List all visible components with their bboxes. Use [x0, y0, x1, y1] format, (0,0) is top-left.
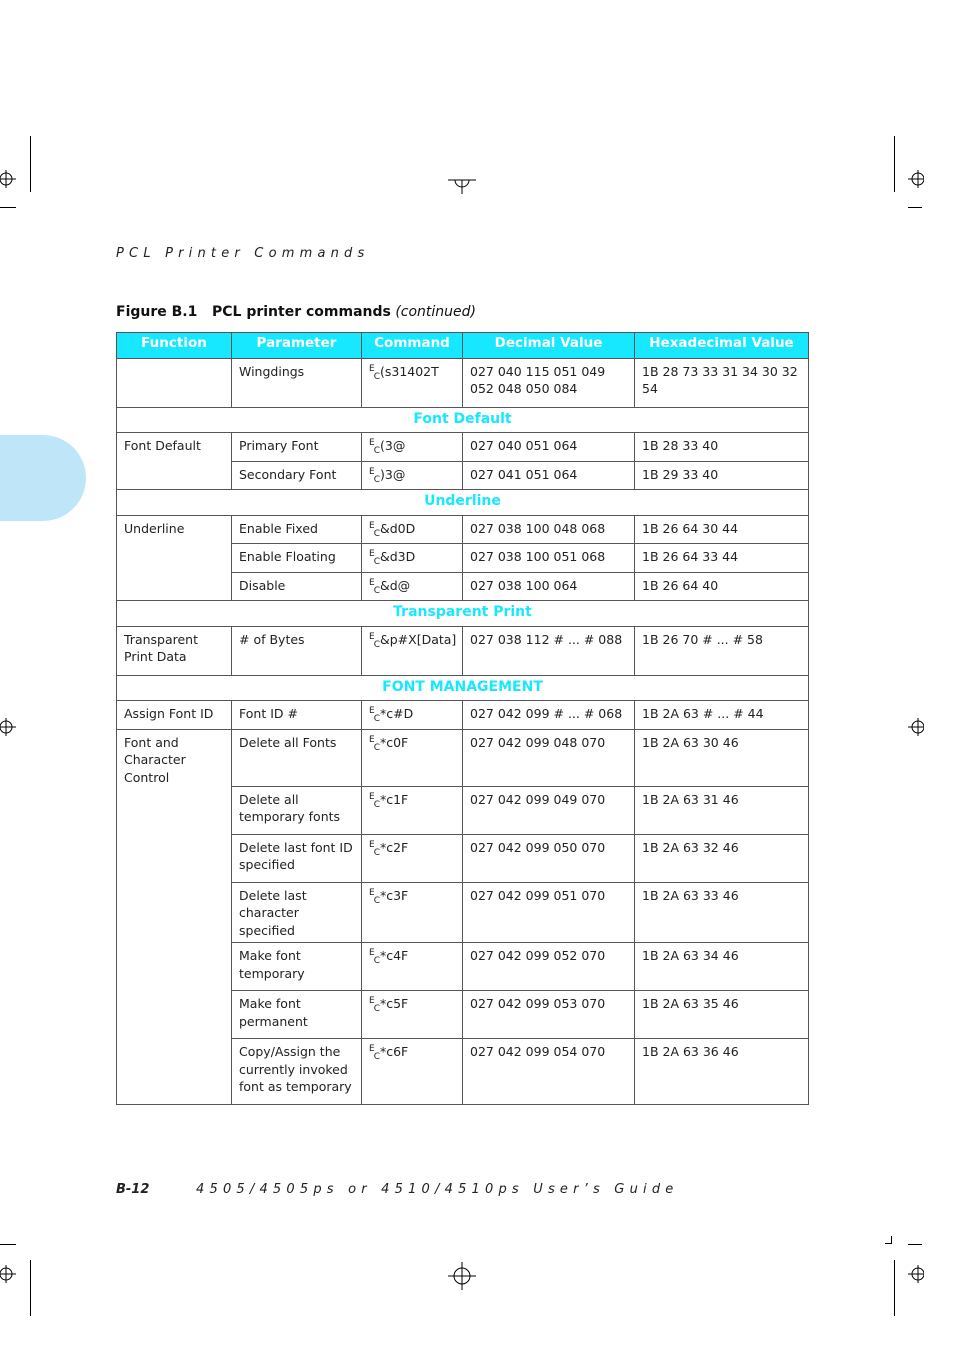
figure-number: Figure B.1 — [116, 304, 198, 320]
decimal-cell: 027 042 099 052 070 — [463, 943, 635, 991]
table-row — [117, 461, 809, 490]
command-cell — [362, 626, 463, 675]
command-text: &d@ — [379, 577, 411, 593]
command-cell — [362, 943, 463, 991]
hex-cell: 1B 2A 63 34 46 — [635, 943, 809, 991]
escape-character: EC — [369, 549, 380, 567]
command-text: *c1F — [379, 791, 409, 807]
command-cell — [362, 701, 463, 730]
decimal-cell: 027 040 115 051 049 052 048 050 084 — [463, 358, 635, 407]
command-text: &d0D — [379, 520, 416, 536]
function-cell: Underline — [117, 515, 232, 544]
section-title: Transparent Print — [117, 601, 809, 627]
function-cell — [117, 943, 232, 991]
function-cell — [117, 544, 232, 573]
section-title: Underline — [117, 490, 809, 516]
pcl-commands-table — [116, 332, 809, 1105]
escape-character: EC — [369, 438, 380, 456]
function-cell — [117, 1039, 232, 1105]
parameter-cell: # of Bytes — [232, 626, 362, 675]
parameter-cell: Delete last character specified — [232, 882, 362, 943]
decimal-cell: 027 042 099 050 070 — [463, 834, 635, 882]
function-cell — [117, 786, 232, 834]
command-cell — [362, 1039, 463, 1105]
escape-character: EC — [369, 839, 380, 858]
command-cell — [362, 834, 463, 882]
table-row — [117, 786, 809, 834]
escape-character: EC — [369, 520, 380, 539]
column-header: Command — [362, 333, 463, 359]
escape-character: EC — [369, 577, 380, 596]
escape-character: EC — [369, 706, 380, 724]
parameter-cell: Delete all temporary fonts — [232, 786, 362, 834]
figure-caption — [116, 304, 476, 320]
function-cell: Transparent Print Data — [117, 626, 232, 675]
hex-cell: 1B 28 33 40 — [635, 433, 809, 462]
section-row — [117, 601, 809, 627]
command-text: *c5F — [379, 996, 409, 1011]
decimal-cell: 027 042 099 051 070 — [463, 882, 635, 943]
parameter-cell: Copy/Assign the currently invoked font as temporary — [232, 1039, 362, 1105]
figure-continued: (continued) — [395, 304, 476, 320]
page-number: B-12 — [116, 1182, 150, 1197]
parameter-cell: Enable Floating — [232, 544, 362, 573]
decimal-cell: 027 038 100 048 068 — [463, 515, 635, 544]
registration-mark-icon — [0, 718, 18, 736]
parameter-cell: Disable — [232, 572, 362, 601]
escape-character: EC — [369, 631, 380, 650]
hex-cell: 1B 26 64 40 — [635, 572, 809, 601]
table-row — [117, 729, 809, 786]
table-row — [117, 358, 809, 407]
command-cell — [362, 882, 463, 943]
decimal-cell: 027 041 051 064 — [463, 461, 635, 490]
command-cell — [362, 358, 463, 407]
parameter-cell: Delete last font ID specified — [232, 834, 362, 882]
escape-character: EC — [369, 734, 380, 753]
section-row — [117, 490, 809, 516]
table-row — [117, 433, 809, 462]
hex-cell: 1B 26 64 30 44 — [635, 515, 809, 544]
command-text: *c2F — [379, 839, 409, 855]
decimal-cell: 027 038 100 051 068 — [463, 544, 635, 573]
decimal-cell: 027 042 099 # ... # 068 — [463, 701, 635, 730]
column-header: Decimal Value — [463, 333, 635, 359]
column-header: Function — [117, 333, 232, 359]
function-cell: Font and Character Control — [117, 729, 232, 786]
function-cell — [117, 358, 232, 407]
command-cell — [362, 544, 463, 573]
table-row — [117, 943, 809, 991]
hex-cell: 1B 2A 63 32 46 — [635, 834, 809, 882]
command-text: &d3D — [379, 549, 416, 564]
command-cell — [362, 991, 463, 1039]
parameter-cell: Wingdings — [232, 358, 362, 407]
column-header: Hexadecimal Value — [635, 333, 809, 359]
decimal-cell: 027 038 112 # ... # 088 — [463, 626, 635, 675]
command-text: (s31402T — [379, 363, 439, 379]
decimal-cell: 027 042 099 053 070 — [463, 991, 635, 1039]
section-title: Font Default — [117, 407, 809, 433]
escape-character: EC — [369, 363, 380, 382]
hex-cell: 1B 2A 63 31 46 — [635, 786, 809, 834]
table-row — [117, 1039, 809, 1105]
function-cell — [117, 461, 232, 490]
table-row — [117, 515, 809, 544]
command-cell — [362, 433, 463, 462]
command-cell — [362, 461, 463, 490]
column-header: Parameter — [232, 333, 362, 359]
command-cell — [362, 572, 463, 601]
parameter-cell: Primary Font — [232, 433, 362, 462]
function-cell — [117, 882, 232, 943]
table-header-row — [117, 333, 809, 359]
figure-title: PCL printer commands — [212, 304, 391, 320]
table-row — [117, 991, 809, 1039]
decimal-cell: 027 042 099 049 070 — [463, 786, 635, 834]
parameter-cell: Make font permanent — [232, 991, 362, 1039]
command-text: *c0F — [379, 734, 409, 750]
command-text: *c#D — [379, 706, 414, 721]
registration-mark-icon — [0, 1265, 18, 1283]
chapter-side-tab — [0, 435, 86, 521]
parameter-cell: Delete all Fonts — [232, 729, 362, 786]
registration-mark-icon — [448, 176, 476, 194]
command-text: *c3F — [379, 887, 409, 903]
parameter-cell: Enable Fixed — [232, 515, 362, 544]
command-text: &p#X[Data] — [379, 631, 457, 647]
escape-character: EC — [369, 996, 380, 1014]
running-head: PCL Printer Commands — [116, 246, 370, 261]
command-text: *c6F — [379, 1044, 409, 1059]
hex-cell: 1B 2A 63 30 46 — [635, 729, 809, 786]
command-text: )3@ — [379, 466, 406, 482]
guide-title: 4505/4505ps or 4510/4510ps User’s Guide — [196, 1182, 679, 1197]
registration-mark-icon — [0, 170, 18, 188]
escape-character: EC — [369, 466, 380, 485]
hex-cell: 1B 2A 63 35 46 — [635, 991, 809, 1039]
hex-cell: 1B 26 70 # ... # 58 — [635, 626, 809, 675]
hex-cell: 1B 29 33 40 — [635, 461, 809, 490]
decimal-cell: 027 040 051 064 — [463, 433, 635, 462]
hex-cell: 1B 2A 63 33 46 — [635, 882, 809, 943]
registration-mark-icon — [906, 1265, 924, 1283]
hex-cell: 1B 26 64 33 44 — [635, 544, 809, 573]
hex-cell: 1B 28 73 33 31 34 30 32 54 — [635, 358, 809, 407]
decimal-cell: 027 042 099 054 070 — [463, 1039, 635, 1105]
command-text: (3@ — [379, 438, 406, 453]
command-text: *c4F — [379, 948, 409, 963]
command-cell — [362, 729, 463, 786]
table-row — [117, 701, 809, 730]
parameter-cell: Font ID # — [232, 701, 362, 730]
section-row — [117, 407, 809, 433]
command-cell — [362, 515, 463, 544]
escape-character: EC — [369, 887, 380, 906]
function-cell — [117, 991, 232, 1039]
function-cell — [117, 834, 232, 882]
table-row — [117, 626, 809, 675]
function-cell: Font Default — [117, 433, 232, 462]
escape-character: EC — [369, 1044, 380, 1062]
function-cell — [117, 572, 232, 601]
registration-mark-icon — [906, 170, 924, 188]
hex-cell: 1B 2A 63 # ... # 44 — [635, 701, 809, 730]
parameter-cell: Make font temporary — [232, 943, 362, 991]
parameter-cell: Secondary Font — [232, 461, 362, 490]
section-title: FONT MANAGEMENT — [117, 675, 809, 701]
escape-character: EC — [369, 791, 380, 810]
hex-cell: 1B 2A 63 36 46 — [635, 1039, 809, 1105]
registration-mark-icon — [448, 1262, 476, 1290]
command-cell — [362, 786, 463, 834]
registration-mark-icon — [906, 718, 924, 736]
section-row — [117, 675, 809, 701]
table-row — [117, 882, 809, 943]
decimal-cell: 027 042 099 048 070 — [463, 729, 635, 786]
table-row — [117, 572, 809, 601]
decimal-cell: 027 038 100 064 — [463, 572, 635, 601]
escape-character: EC — [369, 948, 380, 966]
table-row — [117, 544, 809, 573]
table-row — [117, 834, 809, 882]
function-cell: Assign Font ID — [117, 701, 232, 730]
